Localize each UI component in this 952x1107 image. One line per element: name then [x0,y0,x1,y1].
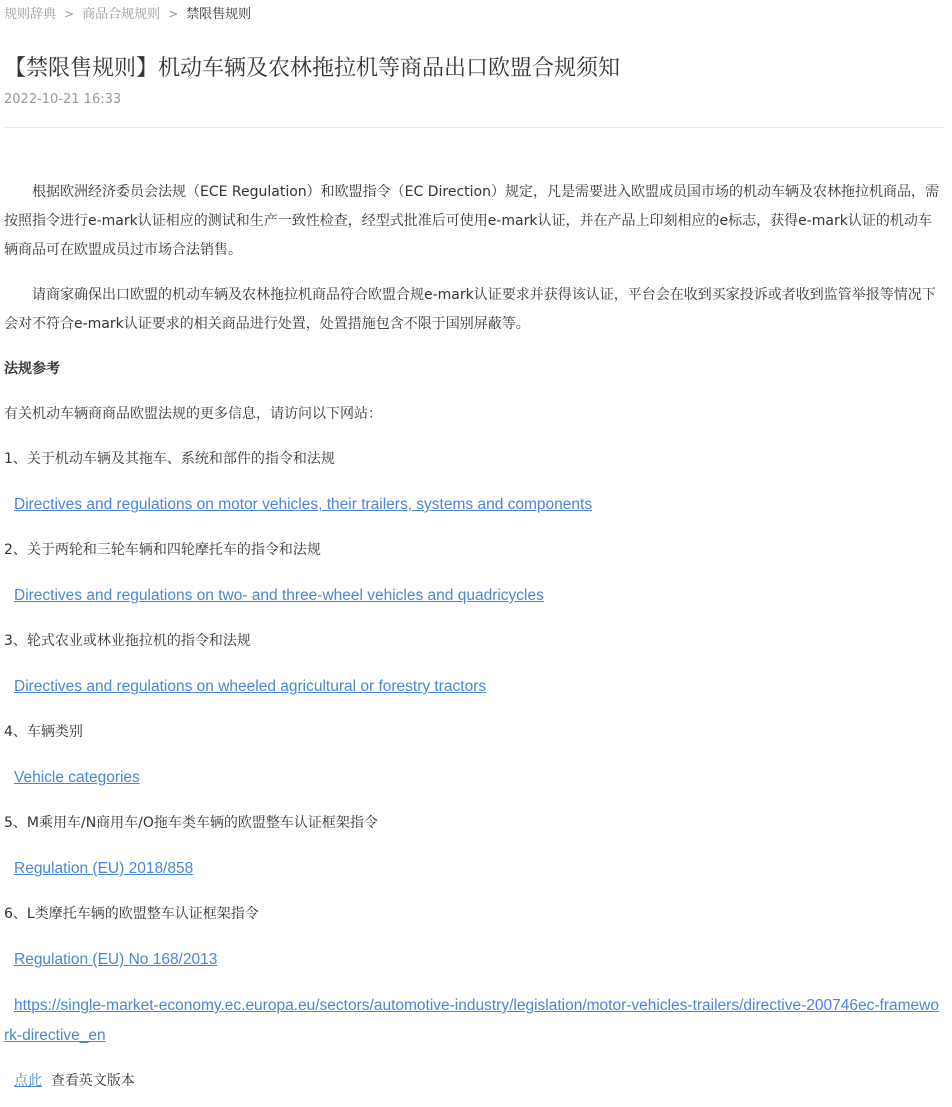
breadcrumb [4,5,948,24]
reference-link-two-three-wheel[interactable]: Directives and regulations on two- and three-wheel vehicles and quadricycles [14,587,544,604]
notice-paragraph: 请商家确保出口欧盟的机动车辆及农林拖拉机商品符合欧盟合规e-mark认证要求并获得该认证，平台会在收到买家投诉或者收到监管举报等情况下会对不符合e-mark认证要求的相关商品进行处置，处置措施包含不限于国别屏蔽等。 [4,287,936,332]
breadcrumb-separator: > [64,7,75,21]
header-divider [4,127,945,128]
reference-label-1: 1、关于机动车辆及其拖车、系统和部件的指令和法规 [4,451,335,467]
reference-label-5: 5、M乘用车/N商用车/O拖车类车辆的欧盟整车认证框架指令 [4,815,378,831]
reference-heading: 法规参考 [4,361,60,377]
reference-link-tractors[interactable]: Directives and regulations on wheeled agricultural or forestry tractors [14,678,487,695]
reference-link-regulation-2018-858[interactable]: Regulation (EU) 2018/858 [14,860,194,877]
reference-intro: 有关机动车辆商商品欧盟法规的更多信息，请访问以下网站： [4,406,382,422]
breadcrumb-item-prohibited-rules: 禁限售规则 [186,7,252,22]
reference-label-4: 4、车辆类别 [4,724,83,740]
breadcrumb-item-compliance-rules[interactable]: 商品合规规则 [82,7,161,22]
reference-link-row-6 [4,945,944,975]
article-body [4,178,944,1096]
page-title: 【禁限售规则】机动车辆及农林拖拉机等商品出口欧盟合规须知 [4,56,621,81]
breadcrumb-separator: > [168,7,179,21]
intro-paragraph: 根据欧洲经济委员会法规（ECE Regulation）和欧盟指令（EC Direction）规定，凡是需要进入欧盟成员国市场的机动车辆及农林拖拉机商品，需按照指令进行e-mark认证相应的测试和生产一致性检查，经型式批准后可使用e-mark认证，并在产品上印刻相应的e标志，获得e-mark认证的机动车辆商品可在欧盟成员过市场合法销售。 [4,184,939,258]
reference-link-row-4 [4,763,944,793]
breadcrumb-item-rules-dictionary[interactable]: 规则辞典 [4,7,57,22]
reference-link-regulation-168-2013[interactable]: Regulation (EU) No 168/2013 [14,951,218,968]
reference-link-row-5 [4,854,944,884]
reference-link-row-1 [4,490,944,520]
framework-url-row [4,991,944,1051]
framework-directive-url-link[interactable]: https://single-market-economy.ec.europa.eu/sectors/automotive-industry/legislation/motor-vehicles-trailers/directive-200746ec-framework-directive_en [4,997,939,1044]
reference-link-vehicle-categories[interactable]: Vehicle categories [14,769,140,786]
reference-link-row-3 [4,672,944,702]
english-version-label: 查看英文版本 [50,1073,135,1089]
reference-label-2: 2、关于两轮和三轮车辆和四轮摩托车的指令和法规 [4,542,321,558]
english-version-row [4,1067,944,1096]
click-here-link[interactable]: 点此 [14,1073,42,1089]
publish-date: 2022-10-21 16:33 [4,92,122,107]
reference-link-row-2 [4,581,944,611]
reference-link-motor-vehicles[interactable]: Directives and regulations on motor vehicles, their trailers, systems and components [14,496,593,513]
reference-label-3: 3、轮式农业或林业拖拉机的指令和法规 [4,633,251,649]
article-page [0,5,952,1096]
reference-label-6: 6、L类摩托车辆的欧盟整车认证框架指令 [4,906,259,922]
